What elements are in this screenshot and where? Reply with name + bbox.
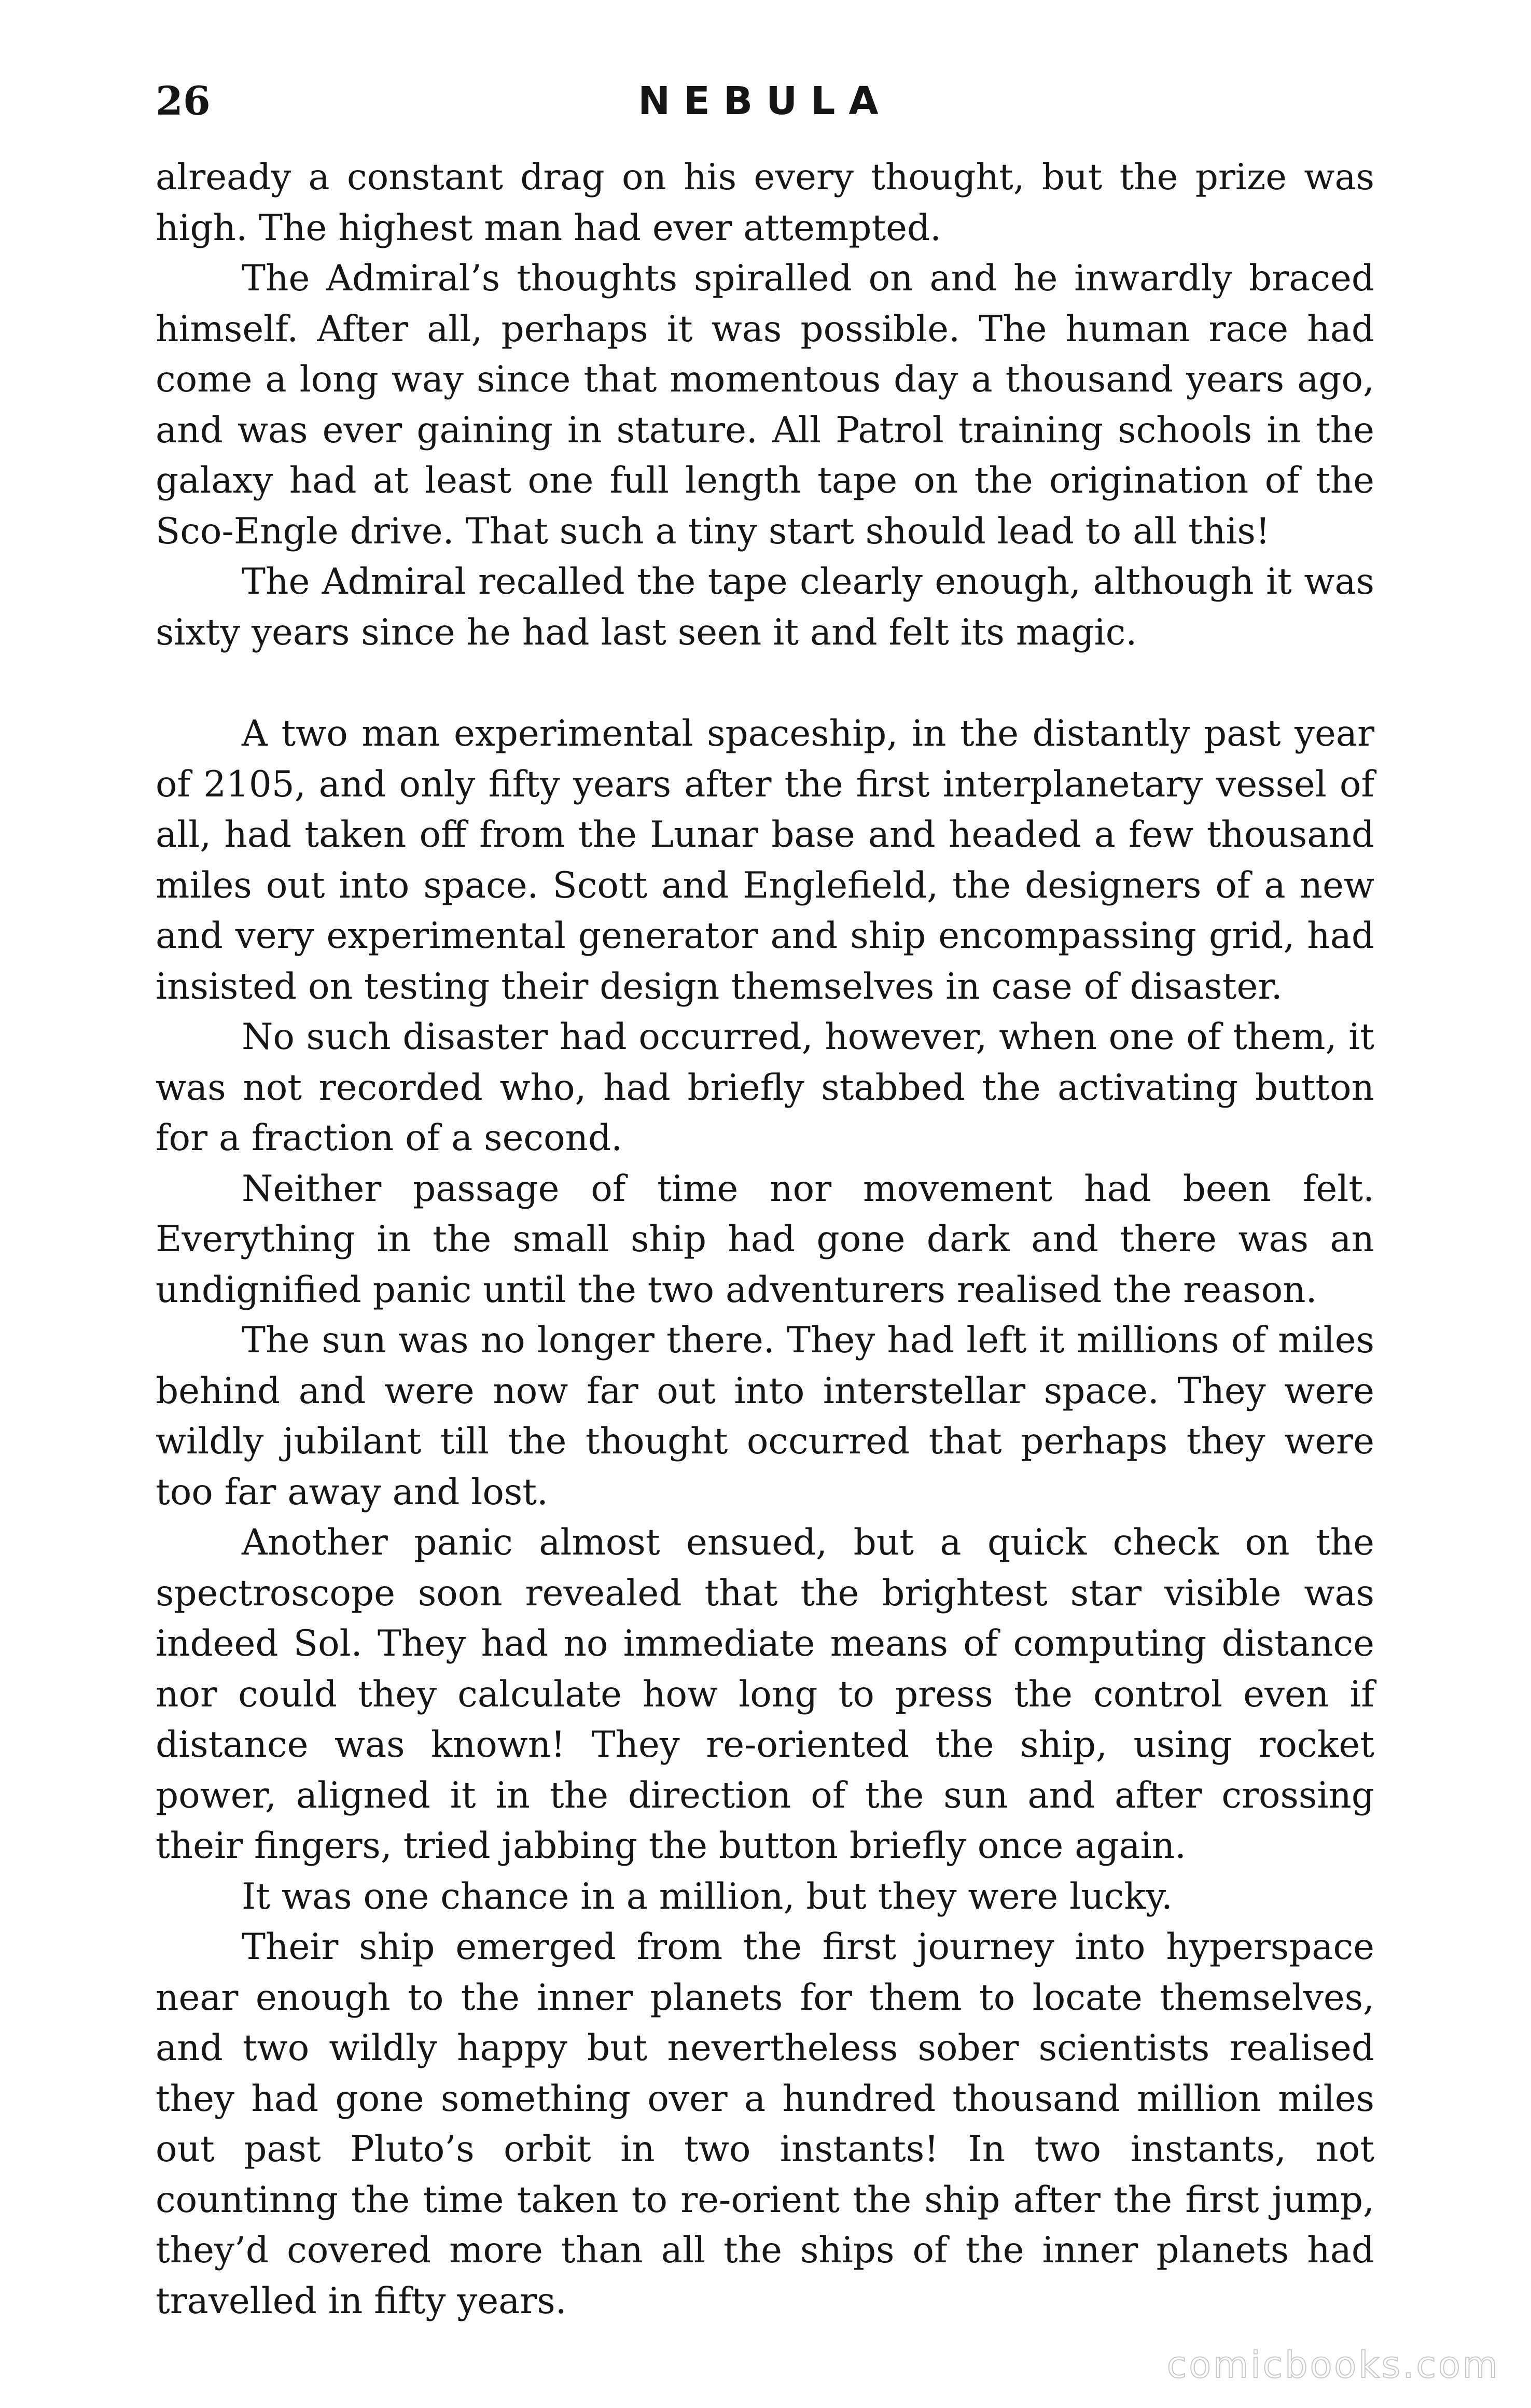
paragraph: The Admiral recalled the tape clearly enough, although it was sixty years since he had last seen it and felt its magic.	[156, 561, 1374, 653]
body-text	[156, 152, 1374, 2327]
paragraph: A two man experimental spaceship, in the distantly past year of 2105, and only fifty years after the first interplanetary vessel of all, had taken off from the Lunar base and headed a few thousand miles out into space. Scott and Englefield, the designers of a new and very experimental generator and ship encompassing grid, had insisted on testing their design themselves in case of disaster.	[156, 713, 1374, 1007]
paragraph: The sun was no longer there. They had left it millions of miles behind and were now far out into interstellar space. They were wildly jubilant till the thought occurred that perhaps they were too far away and lost.	[156, 1320, 1374, 1513]
paragraph: The Admiral’s thoughts spiralled on and he inwardly braced himself. After all, perhaps it was possible. The human race had come a long way since that momentous day a thousand years ago, and was ever gaining in stature. All Patrol training schools in the galaxy had at least one full length tape on the origination of the Sco-Engle drive. That such a tiny start should lead to all this!	[156, 258, 1374, 552]
book-page	[156, 73, 1374, 2327]
paragraph: Neither passage of time nor movement had been felt. Everything in the small ship had gone dark and there was an undignified panic until the two adventurers realised the reason.	[156, 1168, 1374, 1311]
running-head: NEBULA	[638, 79, 892, 123]
paragraph: Another panic almost ensued, but a quick check on the spectroscope soon revealed that the brightest star visible was indeed Sol. They had no immediate means of computing distance nor could they calculate how long to press the control even if distance was known! They re-oriented the ship, using rocket power, aligned it in the direction of the sun and after crossing their fingers, tried jabbing the button briefly once again.	[156, 1522, 1374, 1867]
watermark: comicbooks.com	[1166, 2344, 1500, 2386]
paragraph: No such disaster had occurred, however, when one of them, it was not recorded who, had briefly stabbed the activating button for a fraction of a second.	[156, 1016, 1374, 1159]
paragraph-continued: already a constant drag on his every thought, but the prize was high. The highest man had ever attempted.	[156, 157, 1374, 249]
paragraph: Their ship emerged from the first journey into hyperspace near enough to the inner planets for them to locate themselves, and two wildly happy but nevertheless sober scientists realised they had gone something over a hundred thousand million miles out past Pluto’s orbit in two instants! In two instants, not countinng the time taken to re-orient the ship after the first jump, they’d covered more than all the ships of the inner planets had travelled in fifty years.	[156, 1926, 1374, 2322]
section-break	[156, 658, 1374, 709]
page-header	[156, 73, 1374, 135]
page-number: 26	[156, 78, 211, 124]
paragraph: It was one chance in a million, but they were lucky.	[242, 1875, 1173, 1917]
